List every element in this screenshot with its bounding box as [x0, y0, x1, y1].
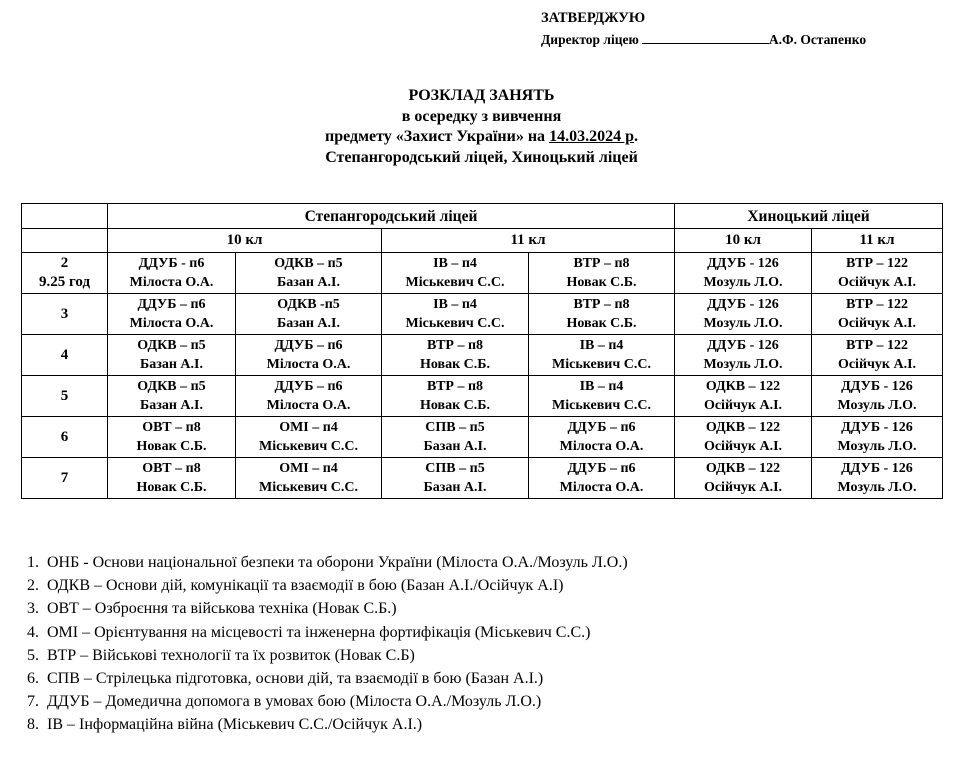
lesson-row	[22, 253, 943, 294]
teacher-name: Новак С.Б.	[566, 316, 637, 331]
lesson-cell	[108, 417, 236, 458]
lesson-cell	[529, 335, 675, 376]
teacher-name: Базан А.І.	[276, 275, 340, 290]
legend-item: 3. ОВТ – Озброєння та військова техніка (Новак С.Б.)	[43, 597, 628, 620]
lesson-cell	[382, 417, 529, 458]
lesson-cell	[675, 417, 812, 458]
lesson-number: 2	[60, 255, 69, 271]
lesson-cell	[236, 335, 382, 376]
teacher-name: Мілоста О.А.	[129, 275, 214, 290]
lesson-cell	[236, 253, 382, 294]
heading-date-suffix: .	[633, 128, 638, 145]
legend-item: 7. ДДУБ – Домедична допомога в умовах бою (Мілоста О.А./Мозуль Л.О.)	[43, 690, 628, 713]
lesson-number-cell	[22, 458, 108, 499]
lesson-cell	[382, 335, 529, 376]
lesson-cell	[236, 458, 382, 499]
lesson-cell	[236, 376, 382, 417]
teacher-name: Осійчук А.І.	[703, 439, 783, 454]
legend-item: 4. ОМІ – Орієнтування на місцевості та інженерна фортифікація (Міськевич С.С.)	[43, 621, 628, 644]
teacher-name: Мілоста О.А.	[266, 398, 351, 413]
lesson-cell	[812, 458, 943, 499]
teacher-name: Базан А.І.	[276, 316, 340, 331]
lesson-number-cell	[22, 417, 108, 458]
teacher-name: Новак С.Б.	[419, 398, 491, 413]
subject-room: ІВ – п4	[579, 338, 624, 353]
heading-date: 14.03.2024 р	[549, 128, 634, 145]
lesson-number-cell	[22, 376, 108, 417]
subject-room: ОДКВ – п5	[274, 256, 343, 271]
lesson-cell	[382, 458, 529, 499]
teacher-name: Осійчук А.І.	[837, 316, 917, 331]
lesson-cell	[529, 417, 675, 458]
heading-subject-line	[0, 127, 963, 148]
school-header-khynotskyi: Хиноцький ліцей	[675, 204, 943, 229]
lesson-number: 6	[60, 428, 69, 445]
lesson-cell	[236, 417, 382, 458]
lesson-row	[22, 417, 943, 458]
heading-title: РОЗКЛАД ЗАНЯТЬ	[408, 87, 555, 104]
teacher-name: Мозуль Л.О.	[837, 480, 917, 495]
lesson-number: 4	[60, 346, 69, 363]
legend-item: 1. ОНБ - Основи національної безпеки та оборони України (Мілоста О.А./Мозуль Л.О.)	[43, 551, 628, 574]
subject-room: ОДКВ – п5	[137, 338, 206, 353]
teacher-name: Осійчук А.І.	[837, 275, 917, 290]
legend-item: 8. ІВ – Інформаційна війна (Міськевич С.С./Осійчук А.І.)	[43, 713, 628, 736]
subject-room: ДДУБ – п6	[137, 297, 206, 312]
lesson-cell	[812, 417, 943, 458]
school-header-row	[22, 204, 943, 229]
subject-room: ІВ – п4	[433, 256, 477, 271]
legend-item: 6. СПВ – Стрілецька підготовка, основи дій, та взаємодії в бою (Базан А.І.)	[43, 667, 628, 690]
teacher-name: Осійчук А.І.	[703, 398, 783, 413]
teacher-name: Мозуль Л.О.	[703, 357, 783, 372]
lesson-cell	[108, 376, 236, 417]
lesson-cell	[108, 253, 236, 294]
director-position: Директор ліцею	[541, 32, 639, 47]
teacher-name: Базан А.І.	[423, 480, 487, 495]
lesson-cell	[236, 294, 382, 335]
teacher-name: Міськевич С.С.	[405, 316, 505, 331]
class-header: 11 кл	[382, 229, 675, 253]
lesson-cell	[382, 376, 529, 417]
subject-room: ВТР – п8	[573, 297, 630, 312]
teacher-name: Міськевич С.С.	[552, 357, 651, 372]
subject-room: ІВ – п4	[579, 379, 624, 394]
subject-room: ОВТ – п8	[142, 420, 201, 435]
lesson-cell	[108, 458, 236, 499]
lesson-cell	[675, 376, 812, 417]
lesson-cell	[529, 253, 675, 294]
teacher-name: Базан А.І.	[139, 357, 203, 372]
teacher-name: Базан А.І.	[423, 439, 487, 454]
teacher-name: Новак С.Б.	[419, 357, 491, 372]
school-header-stepanhorod: Степангородський ліцей	[108, 204, 675, 229]
subject-room: ОДКВ – п5	[137, 379, 206, 394]
teacher-name: Мілоста О.А.	[559, 480, 644, 495]
lesson-row	[22, 376, 943, 417]
subject-room: ДДУБ - 126	[707, 256, 779, 271]
teacher-name: Міськевич С.С.	[259, 480, 358, 495]
subject-room: ІВ – п4	[433, 297, 477, 312]
class-header-row	[22, 229, 943, 253]
lesson-cell	[529, 294, 675, 335]
subject-room: ДДУБ – п6	[567, 461, 636, 476]
approval-block	[541, 8, 866, 50]
legend-item: 2. ОДКВ – Основи дій, комунікації та взаємодії в бою (Базан А.І./Осійчук А.І)	[43, 574, 628, 597]
lesson-cell	[812, 253, 943, 294]
teacher-name: Новак С.Б.	[136, 480, 207, 495]
subject-room: ВТР – 122	[845, 256, 909, 271]
teacher-name: Міськевич С.С.	[552, 398, 651, 413]
lesson-cell	[382, 253, 529, 294]
subject-room: ДДУБ – п6	[567, 420, 636, 435]
heading-subtitle: в осередку з вивчення	[401, 107, 562, 125]
subject-room: ВТР – п8	[426, 338, 484, 353]
subject-room: ДДУБ – п6	[274, 338, 343, 353]
schedule-body	[22, 253, 943, 499]
subject-room: ОДКВ – 122	[705, 379, 781, 394]
lesson-cell	[529, 376, 675, 417]
lesson-cell	[812, 376, 943, 417]
approval-signature-line	[541, 29, 866, 50]
class-header: 11 кл	[812, 229, 943, 253]
lesson-cell	[108, 335, 236, 376]
teacher-name: Базан А.І.	[139, 398, 203, 413]
class-header: 10 кл	[675, 229, 812, 253]
subject-room: ДДУБ - 126	[841, 379, 913, 394]
director-name: А.Ф. Остапенко	[768, 32, 867, 47]
subject-room: СПВ – п5	[425, 461, 485, 476]
teacher-name: Мілоста О.А.	[559, 439, 644, 454]
lesson-time: 9.25 год	[38, 274, 91, 290]
teacher-name: Міськевич С.С.	[405, 275, 505, 290]
subject-room: ОМІ – п4	[279, 420, 338, 435]
lesson-row	[22, 458, 943, 499]
teacher-name: Новак С.Б.	[136, 439, 207, 454]
subject-room: ОДКВ – 122	[705, 420, 781, 435]
teacher-name: Мозуль Л.О.	[703, 316, 783, 331]
lesson-row	[22, 294, 943, 335]
lesson-cell	[108, 294, 236, 335]
lesson-cell	[675, 294, 812, 335]
document-heading	[0, 86, 963, 168]
subject-room: ВТР – 122	[845, 297, 909, 312]
class-header: 10 кл	[108, 229, 382, 253]
lesson-cell	[529, 458, 675, 499]
lesson-number: 5	[60, 387, 69, 404]
subject-room: ДДУБ - 126	[841, 461, 913, 476]
teacher-name: Новак С.Б.	[566, 275, 637, 290]
lesson-cell	[675, 458, 812, 499]
teacher-name: Мозуль Л.О.	[837, 398, 917, 413]
subject-room: ОДКВ – 122	[705, 461, 781, 476]
subject-room: ОМІ – п4	[279, 461, 338, 476]
corner-cell	[22, 204, 108, 229]
lesson-cell	[812, 294, 943, 335]
subject-room: ДДУБ - 126	[707, 338, 779, 353]
signature-underline	[642, 31, 769, 44]
corner-cell	[22, 229, 108, 253]
subject-room: ВТР – 122	[845, 338, 909, 353]
subject-room: ВТР – п8	[426, 379, 484, 394]
schedule-table	[21, 203, 943, 499]
teacher-name: Мозуль Л.О.	[703, 275, 783, 290]
approval-title: ЗАТВЕРДЖУЮ	[541, 10, 646, 26]
lesson-cell	[675, 335, 812, 376]
subject-room: ДДУБ - 126	[707, 297, 779, 312]
lesson-cell	[675, 253, 812, 294]
lesson-cell	[812, 335, 943, 376]
subject-room: СПВ – п5	[425, 420, 485, 435]
lesson-number-cell	[22, 294, 108, 335]
lesson-row	[22, 335, 943, 376]
heading-subject: предмету «Захист України» на	[325, 128, 550, 145]
lesson-number-cell	[22, 253, 108, 294]
subject-room: ОВТ – п8	[142, 461, 201, 476]
subject-room: ДДУБ – п6	[274, 379, 343, 394]
lesson-number-cell	[22, 335, 108, 376]
lesson-number: 3	[60, 305, 69, 322]
legend-item: 5. ВТР – Військові технології та їх розвиток (Новак С.Б)	[43, 644, 628, 667]
teacher-name: Осійчук А.І.	[703, 480, 783, 495]
lesson-cell	[382, 294, 529, 335]
subject-room: ДДУБ - 126	[841, 420, 913, 435]
teacher-name: Міськевич С.С.	[259, 439, 358, 454]
teacher-name: Осійчук А.І.	[837, 357, 917, 372]
heading-schools: Степангородський ліцей, Хиноцький ліцей	[325, 148, 638, 166]
teacher-name: Мілоста О.А.	[266, 357, 351, 372]
abbreviation-legend	[24, 551, 628, 737]
subject-room: ОДКВ -п5	[277, 297, 340, 312]
subject-room: ВТР – п8	[573, 256, 630, 271]
teacher-name: Мілоста О.А.	[129, 316, 214, 331]
subject-room: ДДУБ - п6	[138, 256, 205, 271]
teacher-name: Мозуль Л.О.	[837, 439, 917, 454]
lesson-number: 7	[60, 469, 69, 486]
